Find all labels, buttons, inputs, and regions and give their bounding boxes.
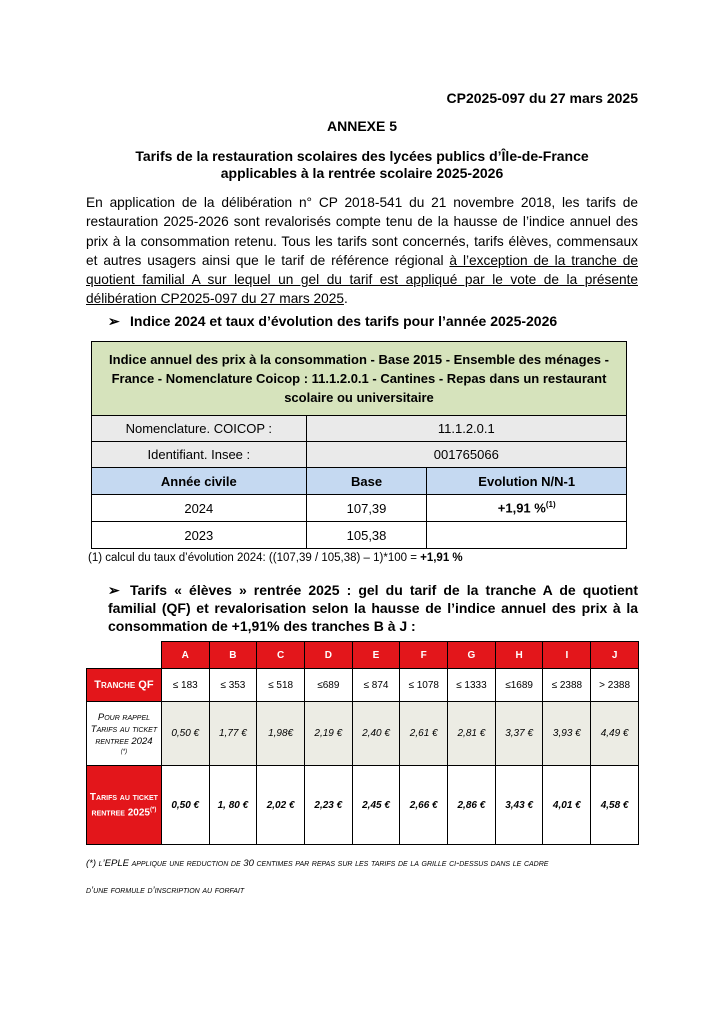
intro-end: .	[343, 291, 348, 307]
tarif-2024-row	[87, 702, 639, 766]
tarif-2025-note: (*)	[150, 806, 157, 813]
column-header-base: Base	[306, 468, 427, 495]
empty-corner-cell	[87, 642, 162, 669]
qf-cell: ≤ 2388	[543, 669, 591, 702]
qf-cell: ≤ 1333	[448, 669, 496, 702]
tarif-2024-cell: 2,81 €	[448, 702, 496, 766]
tarif-2025-cell: 3,43 €	[495, 766, 543, 845]
intro-paragraph	[86, 193, 638, 309]
bracket-header: J	[591, 642, 639, 669]
insee-label: Identifiant. Insee :	[92, 442, 307, 468]
qf-cell: ≤ 1078	[400, 669, 448, 702]
tarif-2025-cell: 2,66 €	[400, 766, 448, 845]
bracket-header: E	[352, 642, 400, 669]
footnote-result: +1,91 %	[420, 552, 463, 564]
tarif-2025-label-text: Tarifs au ticket rentree 2025	[89, 791, 158, 819]
bracket-header: I	[543, 642, 591, 669]
evolution-footnote-marker: (1)	[545, 500, 556, 510]
tarif-2025-cell: 2,23 €	[304, 766, 352, 845]
year-cell: 2023	[92, 522, 307, 549]
insee-value: 001765066	[306, 442, 626, 468]
title-line-1: Tarifs de la restauration scolaires des lycées publics d’Île-de-France	[135, 148, 589, 164]
column-header-evolution: Evolution N/N-1	[427, 468, 627, 495]
qf-cell: > 2388	[591, 669, 639, 702]
nomenclature-value: 11.1.2.0.1	[306, 416, 626, 442]
tarif-footnote-line-1: (*) l’EPLE applique une reduction de 30 centimes par repas sur les tarifs de la grille ci-dessus dans le cadre	[86, 858, 549, 869]
qf-cell: ≤ 874	[352, 669, 400, 702]
tarif-2024-label	[87, 702, 162, 766]
tarif-2025-cell: 1, 80 €	[209, 766, 257, 845]
qf-cell: ≤ 353	[209, 669, 257, 702]
index-footnote	[88, 552, 463, 564]
bracket-header: G	[448, 642, 496, 669]
tarif-2025-cell: 2,45 €	[352, 766, 400, 845]
base-cell: 105,38	[306, 522, 427, 549]
section-heading-tarifs	[108, 581, 638, 635]
column-header-year: Année civile	[92, 468, 307, 495]
index-table-header: Indice annuel des prix à la consommation - Base 2015 - Ensemble des ménages - France - Nomenclature Coicop : 11.1.2.0.1 - Cantines - Repas dans un restaurant scolaire ou universitaire	[92, 342, 627, 416]
tarif-2024-cell: 2,61 €	[400, 702, 448, 766]
tarif-2024-cell: 3,37 €	[495, 702, 543, 766]
tarif-footnote	[86, 850, 646, 904]
document-title	[0, 148, 724, 182]
evolution-cell	[427, 522, 627, 549]
evolution-cell	[427, 495, 627, 522]
tarif-2025-cell: 4,01 €	[543, 766, 591, 845]
qf-cell: ≤1689	[495, 669, 543, 702]
qf-row-label: Tranche QF	[87, 669, 162, 702]
bracket-header: C	[257, 642, 305, 669]
bracket-header-row	[87, 642, 639, 669]
tarif-2024-cell: 1,77 €	[209, 702, 257, 766]
tarif-2025-cell: 4,58 €	[591, 766, 639, 845]
bracket-header: F	[400, 642, 448, 669]
title-line-2: applicables à la rentrée scolaire 2025-2026	[220, 165, 504, 181]
section-heading-index	[108, 313, 557, 330]
nomenclature-label: Nomenclature. COICOP :	[92, 416, 307, 442]
tarif-2025-row	[87, 766, 639, 845]
year-cell: 2024	[92, 495, 307, 522]
tarif-2025-cell: 2,86 €	[448, 766, 496, 845]
bracket-header: B	[209, 642, 257, 669]
tarif-2024-cell: 0,50 €	[161, 702, 209, 766]
qf-row	[87, 669, 639, 702]
qf-cell: ≤ 183	[161, 669, 209, 702]
bracket-header: D	[304, 642, 352, 669]
section-heading-text: Tarifs « élèves » rentrée 2025 : gel du tarif de la tranche A de quotient familial (QF) et revalorisation selon la hausse de l’indice annuel des prix à la consommation de +1,91% des tranches B à J :	[108, 582, 638, 634]
footnote-formula: (1) calcul du taux d’évolution 2024: ((107,39 / 105,38) – 1)*100 =	[88, 552, 421, 564]
tarif-2024-cell: 2,19 €	[304, 702, 352, 766]
rappel-label: Pour rappel	[97, 711, 151, 723]
tarif-2024-cell: 3,93 €	[543, 702, 591, 766]
intro-text: En application de la délibération n° CP 2018-541 du 21 novembre 2018, les tarifs de restauration 2025-2026 sont revalorisés compte tenu de la hausse de l’indice annuel des prix à la consommation retenu. Tous les tarifs sont concernés, tarifs élèves, commensaux et autres usagers ainsi que le tarif de référence régional	[86, 195, 638, 268]
qf-cell: ≤689	[304, 669, 352, 702]
tarif-2025-cell: 2,02 €	[257, 766, 305, 845]
tarif-2024-cell: 4,49 €	[591, 702, 639, 766]
document-reference: CP2025-097 du 27 mars 2025	[446, 90, 638, 106]
evolution-value: +1,91 %	[497, 500, 546, 516]
arrow-bullet-icon: ➢	[108, 582, 120, 598]
tarif-2025-cell: 0,50 €	[161, 766, 209, 845]
tarif-2024-cell: 2,40 €	[352, 702, 400, 766]
annexe-title: ANNEXE 5	[326, 118, 398, 134]
tarif-2024-note: (*)	[120, 748, 128, 755]
qf-cell: ≤ 518	[257, 669, 305, 702]
tarif-2025-label	[87, 766, 162, 845]
tarif-footnote-line-2: d’une formule d’inscription au forfait	[86, 885, 245, 896]
tarif-2024-cell: 1,98€	[257, 702, 305, 766]
base-cell: 107,39	[306, 495, 427, 522]
section-heading-text: Indice 2024 et taux d’évolution des tarifs pour l’année 2025-2026	[130, 313, 558, 329]
bracket-header: H	[495, 642, 543, 669]
tarif-table	[86, 641, 639, 845]
bracket-header: A	[161, 642, 209, 669]
tarif-2024-label-text: Tarifs au ticket rentree 2024	[90, 723, 158, 747]
arrow-bullet-icon: ➢	[108, 313, 120, 329]
intro-underlined-text: à l’exception de la tranche de quotient familial A sur lequel un gel du tarif est appliqué par le vote de la présente délibération CP2025-097 du 27 mars 2025	[86, 252, 638, 307]
index-table	[91, 341, 627, 549]
